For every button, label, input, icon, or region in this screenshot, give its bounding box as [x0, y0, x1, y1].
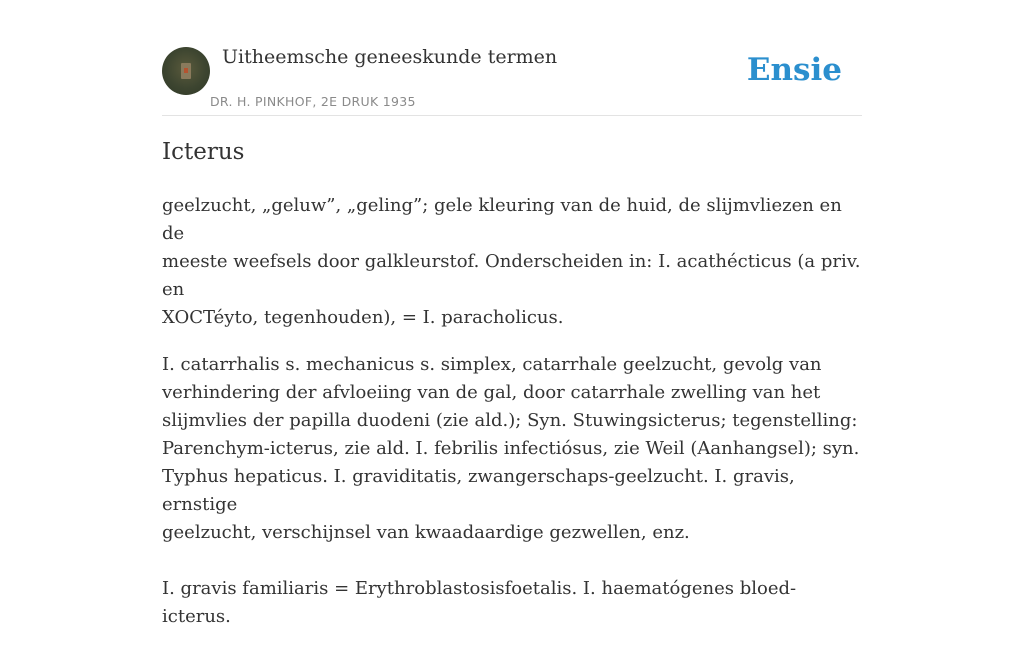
book-cover-label-mark [184, 68, 188, 73]
book-cover-avatar[interactable] [162, 47, 210, 95]
entry-body [162, 192, 862, 650]
book-header [162, 40, 862, 116]
entry-paragraph-1: geelzucht, „geluw”, „geling”; gele kleuring van de huid, de slijmvliezen en de meeste weefsels door galkleurstof. Onderscheiden in: I. acathécticus (a priv. en XOCTéyto, tegenhouden), = I. paracholicus. [162, 195, 861, 328]
entry-paragraph-3: I. gravis familiaris = Erythroblastosisfoetalis. I. haematógenes bloed-icterus. [162, 578, 797, 627]
book-author: DR. H. PINKHOF, 2E DRUK 1935 [210, 94, 416, 109]
entry-paragraph-2: I. catarrhalis s. mechanicus s. simplex, catarrhale geelzucht, gevolg van verhindering der afvloeiing van de gal, door catarrhale zwelling van het slijmvlies der papilla duodeni (zie ald.); Syn. Stuwingsicterus; tegenstelling: Parenchym-icterus, zie ald. I. febrilis infectiósus, zie Weil (Aanhangsel); syn. Typhus hepaticus. I. graviditatis, zwangerschaps-geelzucht. I. gravis, ernstige geelzucht, verschijnsel van kwaadaardige gezwellen, enz. [162, 354, 860, 543]
book-title[interactable]: Uitheemsche geneeskunde termen [222, 46, 558, 68]
entry-title: Icterus [162, 139, 245, 165]
brand-logo[interactable]: Ensie [746, 52, 842, 88]
